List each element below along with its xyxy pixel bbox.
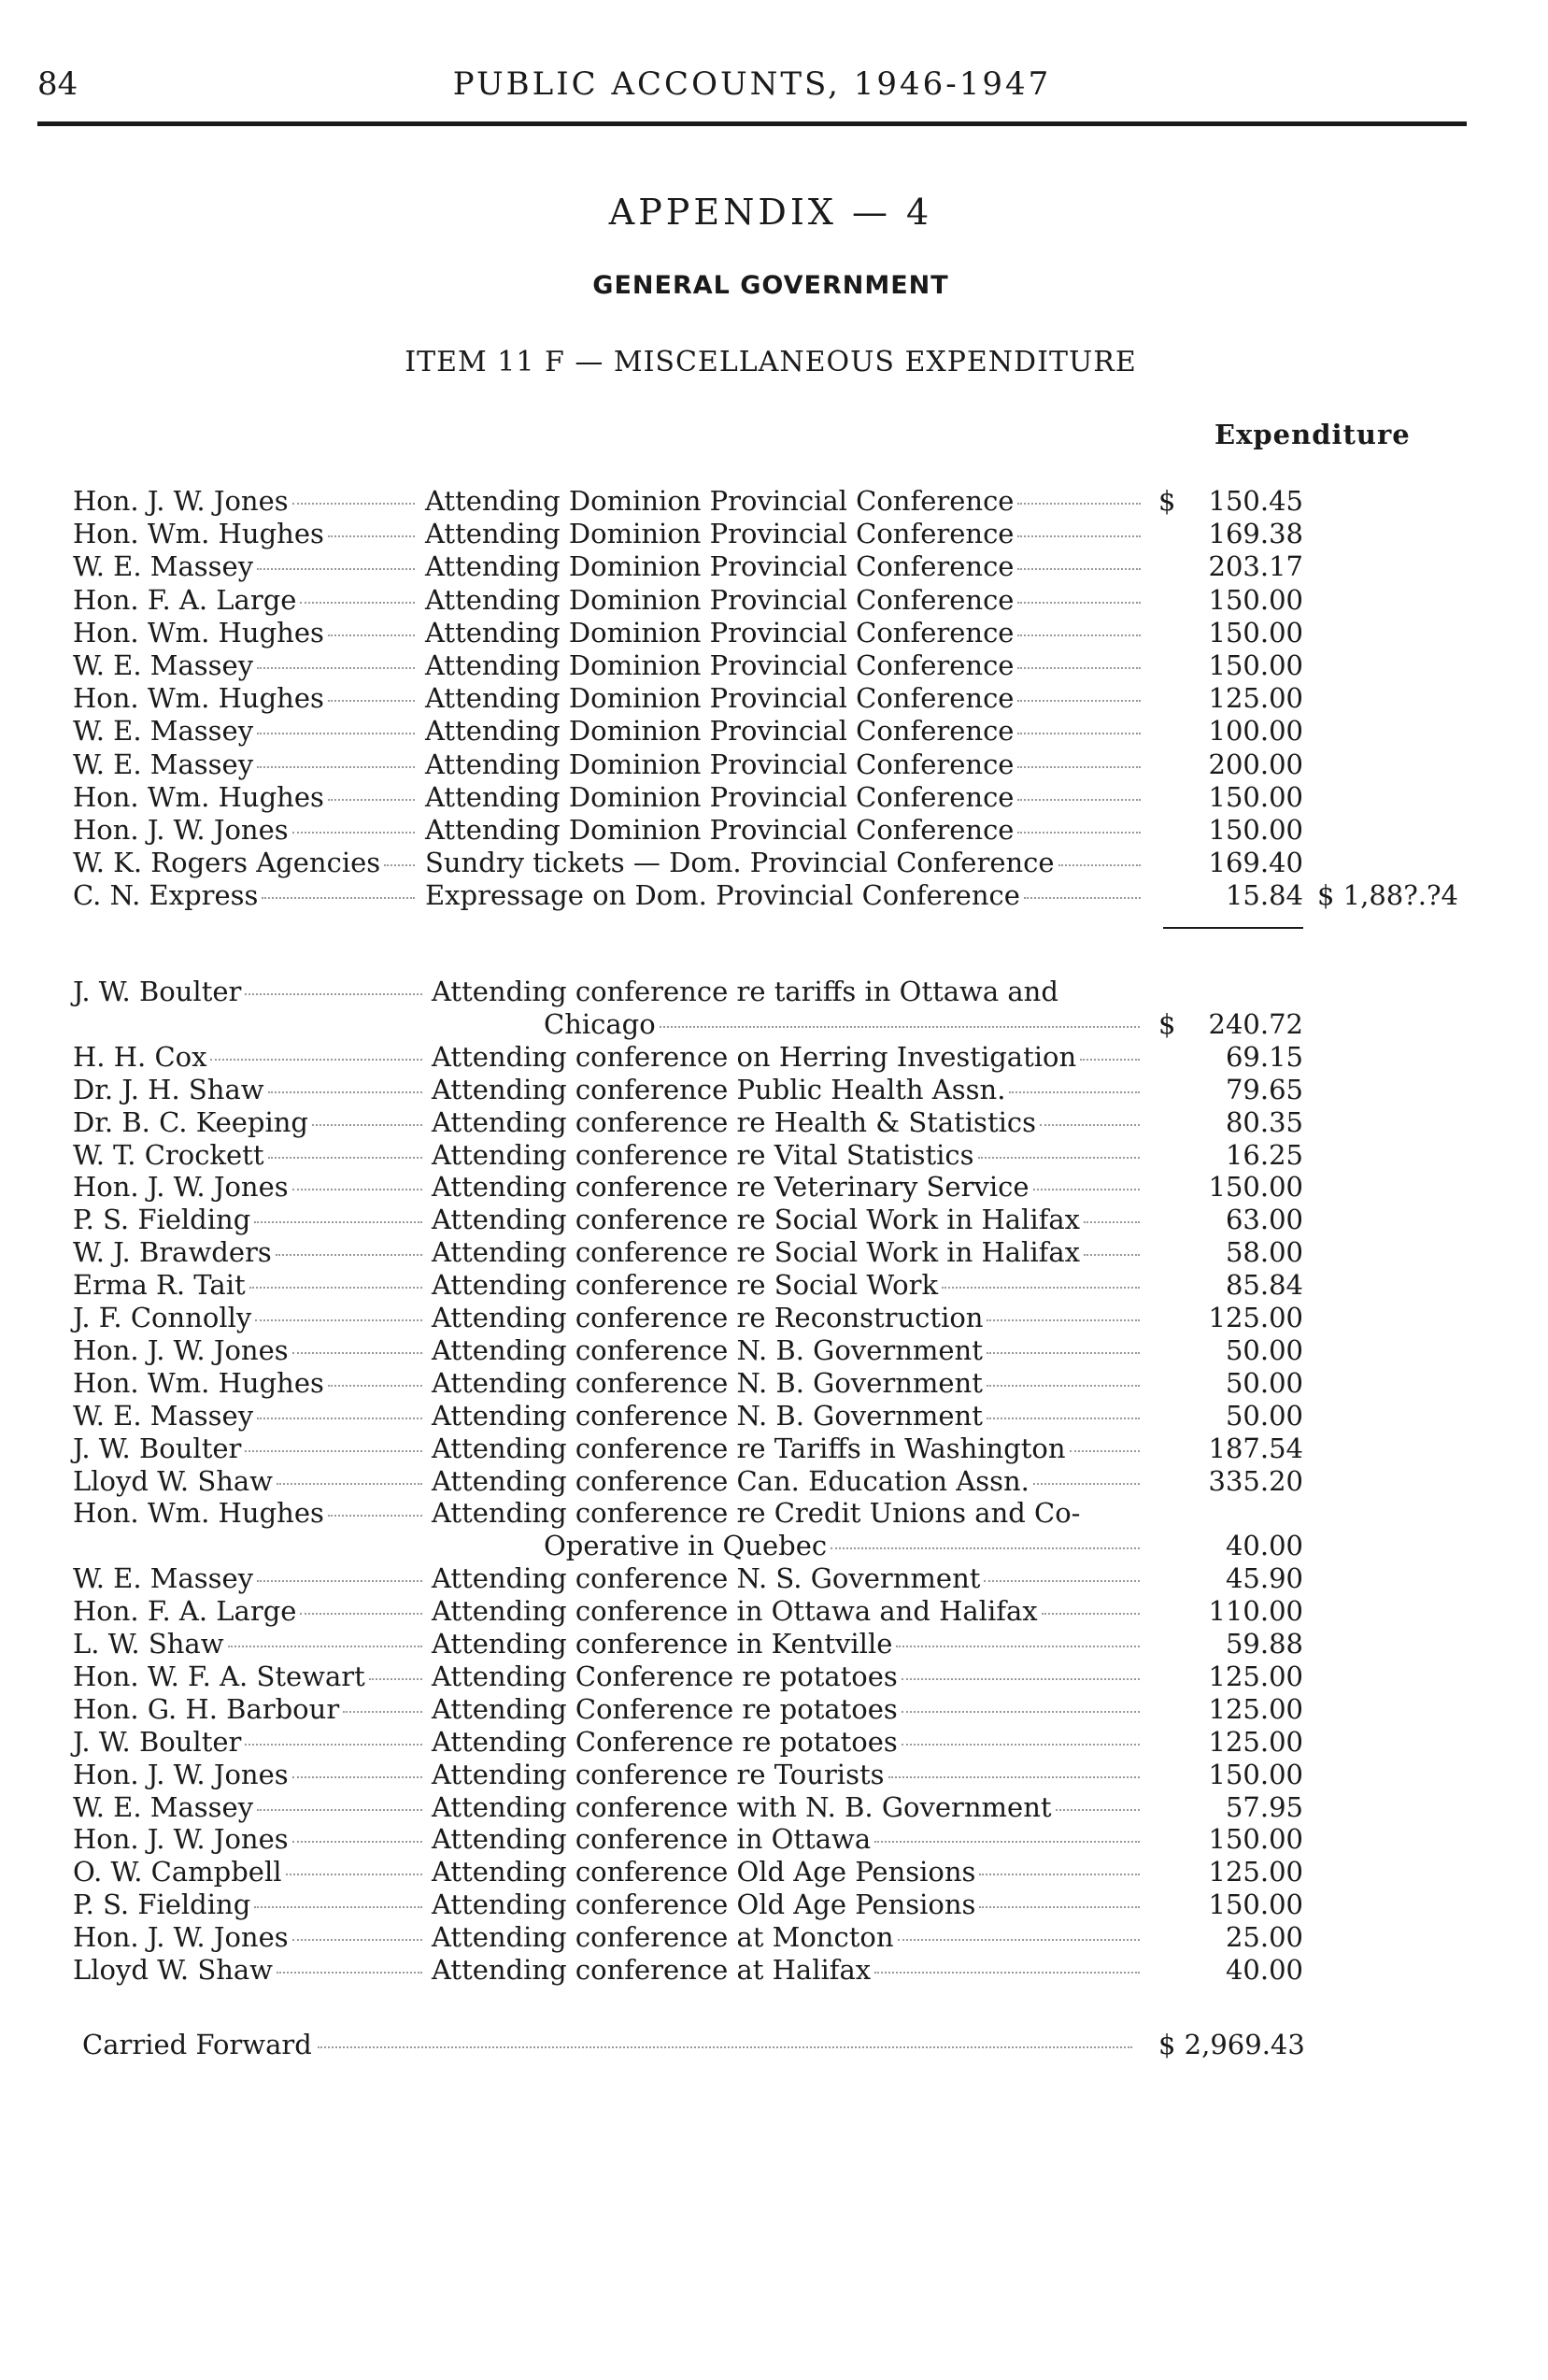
expense-description: Attending conference in Ottawa and Halifax	[432, 1595, 1038, 1628]
expense-description: Chicago	[544, 1007, 656, 1040]
payee-name: C. N. Express	[73, 879, 259, 912]
expense-description: Attending conference at Halifax	[432, 1954, 872, 1986]
table-row	[0, 1529, 1548, 1562]
expense-amount: 125.00	[1208, 1302, 1303, 1333]
payee-name: Hon. G. H. Barbour	[73, 1692, 340, 1725]
table-row	[0, 1953, 1548, 1987]
carried-forward-label: Carried Forward	[82, 2029, 312, 2060]
expense-amount: 63.00	[1225, 1204, 1303, 1236]
expense-description: Attending Dominion Provincial Conference	[425, 649, 1015, 681]
payee-name: Hon. J. W. Jones	[73, 1171, 289, 1204]
table-row	[0, 1822, 1548, 1856]
table-row	[0, 748, 1548, 781]
expense-amount: 100.00	[1208, 715, 1303, 748]
carried-forward-row	[0, 2028, 1548, 2061]
expense-description: Attending Dominion Provincial Conference	[425, 550, 1015, 583]
expense-amount: 150.45	[1208, 485, 1303, 517]
payee-name: W. J. Brawders	[73, 1236, 272, 1269]
payee-name: W. E. Massey	[73, 1399, 254, 1432]
running-title: PUBLIC ACCOUNTS, 1946-1947	[452, 65, 1052, 103]
expense-description: Expressage on Dom. Provincial Conference	[425, 879, 1020, 912]
expense-description: Attending conference in Kentville	[432, 1628, 893, 1660]
table-row	[0, 484, 1548, 518]
expense-description: Attending Dominion Provincial Conference	[425, 485, 1015, 517]
expense-description: Attending Conference re potatoes	[432, 1725, 898, 1758]
expense-amount: 169.38	[1208, 518, 1303, 550]
expense-amount: 45.90	[1225, 1562, 1303, 1595]
table-row	[0, 878, 1548, 912]
payee-name: W. E. Massey	[73, 1562, 254, 1595]
expense-description: Attending conference Can. Education Assn.	[432, 1464, 1030, 1497]
table-row	[0, 714, 1548, 748]
expense-description: Attending conference re Reconstruction	[432, 1302, 984, 1333]
expense-description: Attending Dominion Provincial Conference	[425, 518, 1015, 550]
payee-name: Hon. Wm. Hughes	[73, 1366, 324, 1399]
table-row	[0, 1040, 1548, 1074]
expense-amount: 59.88	[1225, 1628, 1303, 1660]
expense-amount: 150.00	[1208, 649, 1303, 681]
table-row	[0, 1758, 1548, 1791]
dollar-sign: $	[1158, 485, 1176, 517]
payee-name: Hon. Wm. Hughes	[73, 518, 324, 550]
table-row	[0, 1561, 1548, 1595]
expense-description: Attending conference Public Health Assn.	[432, 1073, 1006, 1105]
payee-name: W. E. Massey	[73, 649, 254, 681]
expense-description: Attending Dominion Provincial Conference	[425, 682, 1015, 715]
expense-amount: 150.00	[1208, 780, 1303, 813]
payee-name: Hon. J. W. Jones	[73, 1333, 289, 1366]
payee-name: W. E. Massey	[73, 1790, 254, 1823]
payee-name: W. E. Massey	[73, 715, 254, 748]
expense-amount: 125.00	[1208, 1692, 1303, 1725]
expense-description: Attending conference re Tourists	[432, 1758, 885, 1790]
table-row	[0, 1888, 1548, 1921]
table-row	[0, 1170, 1548, 1204]
payee-name: Hon. J. W. Jones	[73, 1758, 289, 1790]
expense-amount: 50.00	[1225, 1399, 1303, 1432]
expense-amount: 40.00	[1225, 1530, 1303, 1562]
subtotal-amount: $ 1,88?.?4	[1317, 879, 1459, 912]
table-row	[0, 517, 1548, 550]
table-row	[0, 1594, 1548, 1628]
payee-name: H. H. Cox	[73, 1040, 207, 1073]
payee-name: Hon. J. W. Jones	[73, 1823, 289, 1856]
table-row	[0, 616, 1548, 649]
table-row	[0, 1073, 1548, 1106]
payee-name: Hon. J. W. Jones	[73, 814, 289, 846]
expense-description: Attending Conference re potatoes	[432, 1660, 898, 1692]
table-row	[0, 1464, 1548, 1498]
payee-name: Hon. J. W. Jones	[73, 1921, 289, 1954]
table-row	[0, 1790, 1548, 1824]
expense-amount: 58.00	[1225, 1236, 1303, 1269]
payee-name: W. T. Crockett	[73, 1138, 264, 1171]
expense-description: Attending conference re Social Work	[432, 1269, 939, 1302]
expense-amount: 203.17	[1208, 550, 1303, 583]
expense-amount: 240.72	[1208, 1007, 1303, 1040]
payee-name: Erma R. Tait	[73, 1269, 246, 1302]
payee-name: W. K. Rogers Agencies	[73, 847, 381, 879]
expense-amount: 85.84	[1225, 1269, 1303, 1302]
table-row	[0, 1203, 1548, 1236]
carried-forward-amount: $ 2,969.43	[1158, 2029, 1305, 2060]
table-row	[0, 1660, 1548, 1693]
expense-description: Attending conference re Credit Unions and Co-	[432, 1497, 1081, 1530]
expense-description: Attending conference in Ottawa	[432, 1823, 872, 1856]
expense-amount: 150.00	[1208, 814, 1303, 846]
expense-amount: 15.84	[1225, 879, 1303, 912]
payee-name: Hon. Wm. Hughes	[73, 1497, 324, 1530]
expense-amount: 16.25	[1225, 1138, 1303, 1171]
table-row	[0, 648, 1548, 682]
table-row	[0, 975, 1548, 1008]
expense-amount: 335.20	[1208, 1464, 1303, 1497]
expense-description: Attending conference re Vital Statistics	[432, 1138, 974, 1171]
subtotal-rule	[1163, 927, 1303, 929]
table-row	[0, 780, 1548, 814]
expense-description: Attending Dominion Provincial Conference	[425, 583, 1015, 616]
expense-description: Attending conference with N. B. Government	[432, 1790, 1052, 1823]
expense-description: Attending Dominion Provincial Conference	[425, 616, 1015, 648]
payee-name: P. S. Fielding	[73, 1888, 251, 1921]
expense-amount: 150.00	[1208, 583, 1303, 616]
expense-amount: 110.00	[1208, 1595, 1303, 1628]
expense-description: Attending conference re Health & Statistics	[432, 1105, 1036, 1138]
expense-amount: 50.00	[1225, 1366, 1303, 1399]
payee-name: Hon. F. A. Large	[73, 1595, 297, 1628]
table-row	[0, 1235, 1548, 1269]
payee-name: J. W. Boulter	[73, 976, 242, 1007]
expenditure-column-header: Expenditure	[1214, 419, 1411, 450]
payee-name: J. W. Boulter	[73, 1725, 242, 1758]
expense-amount: 125.00	[1208, 1856, 1303, 1888]
appendix-title: APPENDIX — 4	[608, 192, 933, 233]
expense-amount: 40.00	[1225, 1954, 1303, 1986]
table-row	[0, 549, 1548, 583]
expense-amount: 150.00	[1208, 616, 1303, 648]
expense-description: Attending conference Old Age Pensions	[432, 1888, 976, 1921]
expense-description: Attending conference re Tariffs in Washington	[432, 1432, 1066, 1464]
expense-amount: 50.00	[1225, 1333, 1303, 1366]
page-number: 84	[37, 65, 78, 103]
table-row	[0, 1692, 1548, 1726]
expense-description: Attending conference N. B. Government	[432, 1366, 983, 1399]
expense-amount: 169.40	[1208, 847, 1303, 879]
table-row	[0, 1333, 1548, 1367]
payee-name: J. W. Boulter	[73, 1432, 242, 1464]
table-row	[0, 1399, 1548, 1432]
payee-name: Hon. Wm. Hughes	[73, 780, 324, 813]
payee-name: Lloyd W. Shaw	[73, 1464, 273, 1497]
expense-description: Attending Dominion Provincial Conference	[425, 780, 1015, 813]
expense-description: Attending conference N. B. Government	[432, 1333, 983, 1366]
payee-name: Dr. J. H. Shaw	[73, 1073, 264, 1105]
payee-name: Hon. F. A. Large	[73, 583, 297, 616]
payee-name: J. F. Connolly	[73, 1302, 252, 1333]
payee-name: Hon. Wm. Hughes	[73, 616, 324, 648]
section-title: GENERAL GOVERNMENT	[592, 271, 949, 300]
table-row	[0, 846, 1548, 879]
table-row	[0, 681, 1548, 715]
page-header	[37, 65, 1467, 112]
table-row	[0, 1627, 1548, 1660]
expense-amount: 150.00	[1208, 1888, 1303, 1921]
payee-name: Hon. J. W. Jones	[73, 485, 289, 517]
expense-description: Attending conference re Social Work in Halifax	[432, 1204, 1080, 1236]
expense-amount: 69.15	[1225, 1040, 1303, 1073]
payee-name: W. E. Massey	[73, 550, 254, 583]
expense-amount: 25.00	[1225, 1921, 1303, 1954]
expense-description: Operative in Quebec	[544, 1530, 828, 1562]
table-row	[0, 1366, 1548, 1400]
table-row	[0, 1301, 1548, 1334]
table-row	[0, 1268, 1548, 1302]
dollar-sign: $	[1158, 1007, 1176, 1040]
expense-amount: 150.00	[1208, 1823, 1303, 1856]
expense-amount: 150.00	[1208, 1171, 1303, 1204]
table-row	[0, 583, 1548, 617]
expense-amount: 80.35	[1225, 1105, 1303, 1138]
payee-name: Hon. Wm. Hughes	[73, 682, 324, 715]
table-row	[0, 1496, 1548, 1530]
expense-description: Attending Conference re potatoes	[432, 1692, 898, 1725]
payee-name: P. S. Fielding	[73, 1204, 251, 1236]
expense-description: Attending conference Old Age Pensions	[432, 1856, 976, 1888]
payee-name: Dr. B. C. Keeping	[73, 1105, 308, 1138]
table-row	[0, 1432, 1548, 1465]
expense-description: Attending Dominion Provincial Conference	[425, 814, 1015, 846]
payee-name: Lloyd W. Shaw	[73, 1954, 273, 1986]
expense-amount: 150.00	[1208, 1758, 1303, 1790]
table-row	[0, 1138, 1548, 1172]
expense-description: Attending Dominion Provincial Conference	[425, 748, 1015, 780]
table-row	[0, 1920, 1548, 1954]
expense-description: Attending conference N. B. Government	[432, 1399, 983, 1432]
expense-description: Attending conference on Herring Investigation	[432, 1040, 1077, 1073]
expense-description: Attending conference re Social Work in Halifax	[432, 1236, 1080, 1269]
expense-description: Attending conference N. S. Government	[432, 1562, 981, 1595]
expense-amount: 125.00	[1208, 1660, 1303, 1692]
payee-name: Hon. W. F. A. Stewart	[73, 1660, 365, 1692]
table-row	[0, 1725, 1548, 1759]
expense-description: Attending conference at Moncton	[432, 1921, 894, 1954]
payee-name: W. E. Massey	[73, 748, 254, 780]
expense-amount: 79.65	[1225, 1073, 1303, 1105]
expense-description: Sundry tickets — Dom. Provincial Conference	[425, 847, 1055, 879]
expense-amount: 57.95	[1225, 1790, 1303, 1823]
expense-description: Attending conference re Veterinary Service	[432, 1171, 1030, 1204]
expense-description: Attending conference re tariffs in Ottawa and	[432, 976, 1058, 1007]
table-row	[0, 813, 1548, 847]
table-row	[0, 1007, 1548, 1041]
payee-name: L. W. Shaw	[73, 1628, 224, 1660]
table-row	[0, 1855, 1548, 1888]
expense-amount: 187.54	[1208, 1432, 1303, 1464]
table-row	[0, 1105, 1548, 1139]
expense-amount: 200.00	[1208, 748, 1303, 780]
payee-name: O. W. Campbell	[73, 1856, 282, 1888]
expense-description: Attending Dominion Provincial Conference	[425, 715, 1015, 748]
header-rule	[37, 121, 1467, 126]
item-title: ITEM 11 F — MISCELLANEOUS EXPENDITURE	[405, 346, 1137, 378]
expense-amount: 125.00	[1208, 1725, 1303, 1758]
expense-amount: 125.00	[1208, 682, 1303, 715]
